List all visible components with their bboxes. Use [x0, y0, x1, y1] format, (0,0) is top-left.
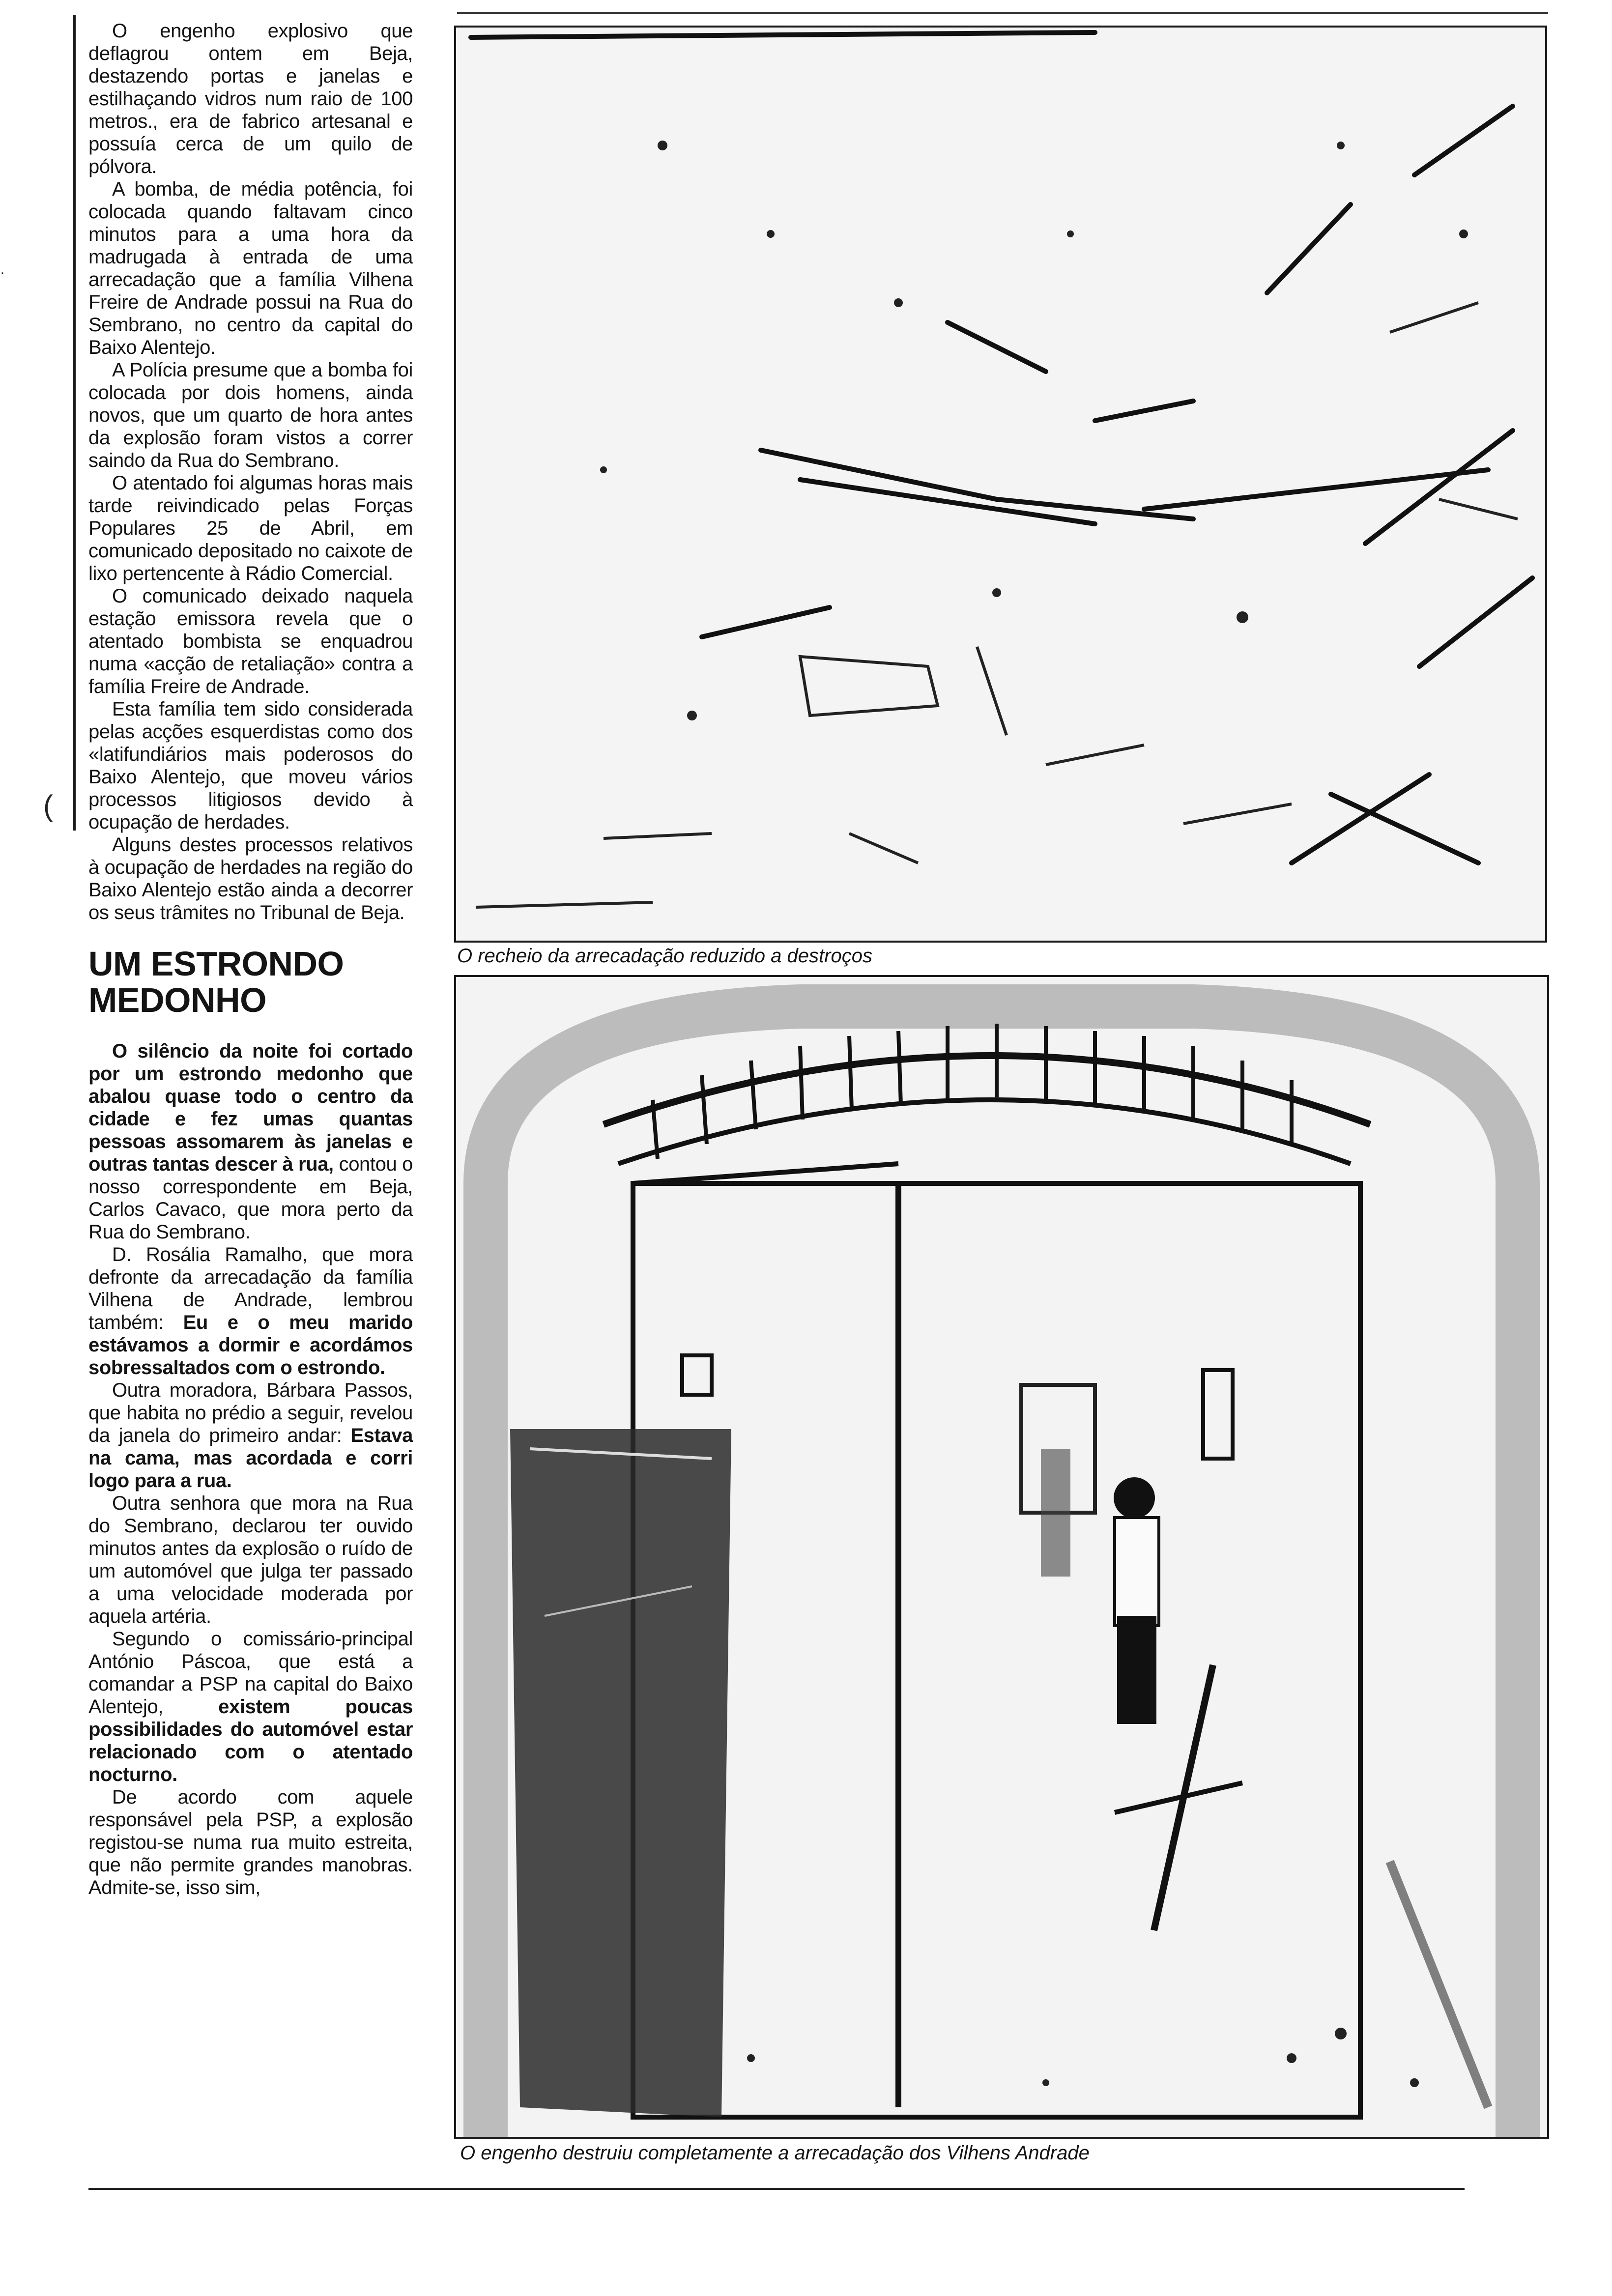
paragraph-text: contou o nosso correspondente em Beja, Carlos Cavaco, que mora perto da Rua do Sembrano.: [88, 1153, 413, 1243]
article-paragraph: Alguns destes processos relativos à ocupação de herdades na região do Baixo Alentejo estão ainda a decorrer os seus trâmites no Tribunal de Beja.: [88, 834, 413, 923]
top-rule: [457, 12, 1548, 14]
article-paragraph: A Polícia presume que a bomba foi colocada por dois homens, ainda novos, que um quarto de hora antes da explosão foram vistos a correr saindo da Rua do Sembrano.: [88, 359, 413, 471]
quote-bold: existem poucas possibilidades do automóvel estar relacionado com o atentado nocturno.: [88, 1696, 413, 1785]
bottom-rule: [88, 2188, 1465, 2190]
margin-mark: (: [43, 789, 53, 822]
article-paragraph: O comunicado deixado naquela estação emissora revela que o atentado bombista se enquadrou numa «acção de retaliação» contra a família Freire de Andrade.: [88, 585, 413, 697]
debris-image: [456, 28, 1545, 941]
article-column: [88, 20, 413, 1899]
article-paragraph: A bomba, de média potência, foi colocada quando faltavam cinco minutos para a uma hora da madrugada à entrada de uma arrecadação que a família Vilhena Freire de Andrade possui na Rua do Sembrano, no centro da capital do Baixo Alentejo.: [88, 178, 413, 358]
quote-bold: O silêncio da noite foi cortado por um estrondo medonho que abalou quase todo o centro da cidade e fez umas quantas pessoas assomarem às janelas e outras tantas descer à rua,: [88, 1040, 413, 1175]
paragraph-text: Segundo o comissário-principal António Páscoa, que está a comandar a PSP na capital do Baixo Alentejo,: [88, 1628, 413, 1718]
debris-photo: [454, 26, 1547, 943]
article-paragraph: [88, 1243, 413, 1379]
article-paragraph: Esta família tem sido considerada pelas acções esquerdistas como dos «latifundiários mais poderosos do Baixo Alentejo, que moveu vários processos litigiosos devido à ocupação de herdades.: [88, 698, 413, 833]
article-paragraph: O engenho explosivo que deflagrou ontem em Beja, destazendo portas e janelas e estilhaçando vidros num raio de 100 metros., era de fabrico artesanal e possuía cerca de um quilo de pólvora.: [88, 20, 413, 177]
article-paragraph: De acordo com aquele responsável pela PSP, a explosão registou-se numa rua muito estreita, que não permite grandes manobras. Admite-se, isso sim,: [88, 1786, 413, 1898]
quote-bold: Eu e o meu marido estávamos a dormir e acordámos sobressaltados com o estrondo.: [88, 1312, 413, 1378]
paragraph-text: Outra moradora, Bárbara Passos, que habita no prédio a seguir, revelou da janela do primeiro andar:: [88, 1379, 413, 1446]
doorway-photo: [454, 975, 1549, 2139]
section-headline: UM ESTRONDO MEDONHO: [88, 945, 344, 1019]
column-rule: [73, 15, 76, 831]
article-paragraph-lead: [88, 1040, 413, 1243]
article-paragraph: Outra senhora que mora na Rua do Sembrano, declarou ter ouvido minutos antes da explosão o ruído de um automóvel que julga ter passado a uma velocidade moderada por aquela artéria.: [88, 1492, 413, 1627]
doorway-image: [456, 977, 1547, 2137]
quote-bold: Estava na cama, mas acordada e corri logo para a rua.: [88, 1425, 413, 1492]
article-paragraph: O atentado foi algumas horas mais tarde reivindicado pelas Forças Populares 25 de Abril, em comunicado depositado no caixote de lixo pertencente à Rádio Comercial.: [88, 472, 413, 584]
top-photo-caption: O recheio da arrecadação reduzido a destroços: [457, 945, 872, 967]
article-paragraph: [88, 1628, 413, 1786]
paragraph-text: D. Rosália Ramalho, que mora defronte da arrecadação da família Vilhena de Andrade, lembrou também:: [88, 1244, 413, 1333]
article-paragraph: [88, 1379, 413, 1492]
margin-mark: ·: [0, 264, 5, 281]
bottom-photo-caption: O engenho destruiu completamente a arrecadação dos Vilhens Andrade: [460, 2142, 1090, 2164]
